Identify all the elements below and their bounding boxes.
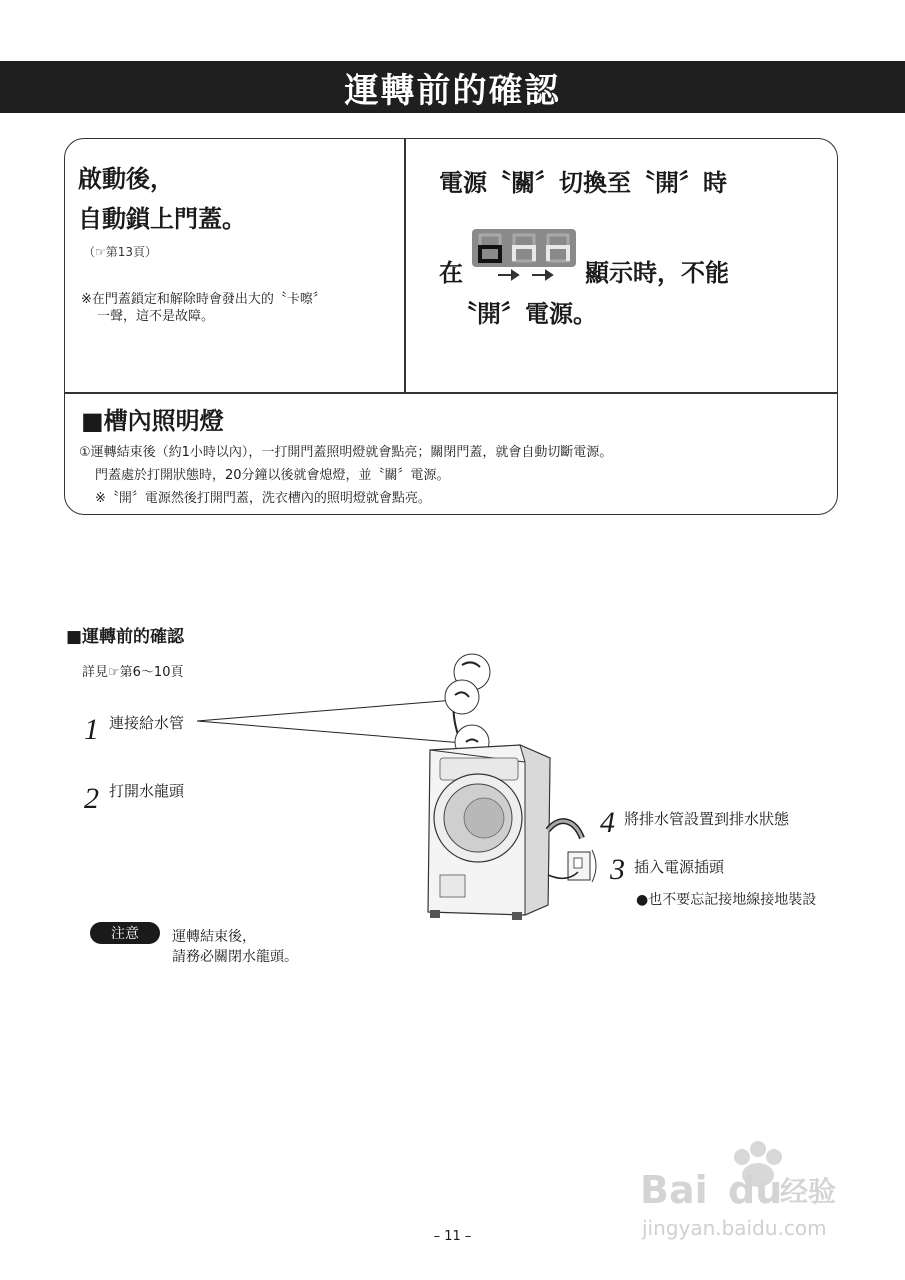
svg-text:Bai: Bai (640, 1168, 708, 1212)
step-1-number: 1 (84, 713, 99, 746)
power-heading: 電源〝關〞切換至〝開〞時 (439, 169, 727, 197)
lock-note-line2: 一聲，這不是故障。 (97, 309, 215, 324)
washing-machine (428, 745, 550, 920)
power-prefix: 在 (439, 259, 463, 287)
step-1-label: 連接給水管 (109, 714, 185, 732)
lock-note-line1: ※在門蓋鎖定和解除時會發出大的〝卡嚓〞 (81, 292, 326, 307)
hose-detail-circle (445, 680, 479, 714)
step-4-number: 4 (600, 806, 615, 839)
power-line3: 〝開〞電源。 (453, 300, 597, 328)
page-number: – 11 – (433, 1229, 472, 1244)
lock-heading-line1: 啟動後， (78, 165, 174, 193)
check-heading: ■運轉前的確認 (66, 627, 185, 647)
step-3-number: 3 (610, 853, 625, 886)
step-4-label: 將排水管設置到排水狀態 (624, 810, 790, 828)
caution-text (172, 927, 298, 967)
check-reference: 詳見☞第6～10頁 (82, 665, 184, 680)
lock-page-reference: （☞第13頁） (83, 245, 158, 259)
step-2-number: 2 (84, 782, 99, 815)
caution-badge: 注意 (90, 922, 160, 944)
caution-line1: 運轉結束後， (172, 929, 256, 945)
baidu-watermark-logo (630, 1135, 860, 1250)
light-text-line3: ※〝開〞電源然後打開門蓋，洗衣槽內的照明燈就會點亮。 (95, 491, 431, 506)
light-text-line1: ①運轉結束後（約1小時以內），一打開門蓋照明燈就會點亮；關閉門蓋，就會自動切斷電源。 (79, 445, 613, 460)
svg-text:经验: 经验 (780, 1175, 837, 1208)
light-heading: ■槽內照明燈 (81, 407, 224, 435)
caution-line2: 請務必關閉水龍頭。 (172, 949, 298, 965)
svg-text:du: du (728, 1168, 783, 1212)
step-3-label: 插入電源插頭 (634, 858, 725, 876)
step-2-label: 打開水龍頭 (109, 782, 185, 800)
page-title: 運轉前的確認 (344, 70, 561, 111)
power-suffix: 顯示時，不能 (585, 259, 729, 287)
lock-heading-line2: 自動鎖上門蓋。 (78, 205, 246, 233)
light-text-line2: 門蓋處於打開狀態時，20分鐘以後就會熄燈，並〝關〞電源。 (95, 468, 450, 483)
ground-wire-note: ●也不要忘記接地線接地裝設 (636, 892, 817, 908)
svg-text:jingyan.baidu.com: jingyan.baidu.com (642, 1216, 827, 1240)
